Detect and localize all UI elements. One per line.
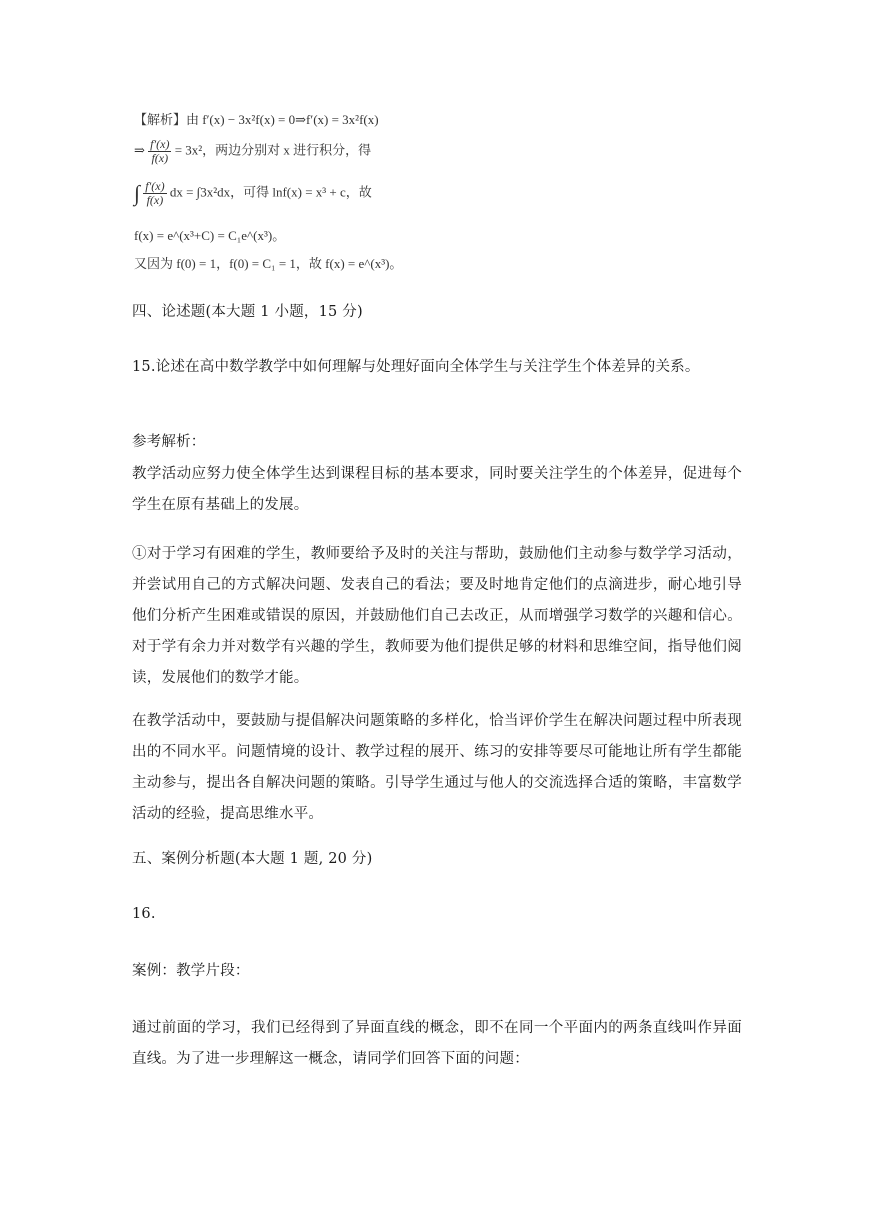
section-5-title: 五、案例分析题(本大题 1 题, 20 分) xyxy=(132,851,373,867)
fraction-denominator: f(x) xyxy=(146,193,164,208)
question-15: 15.论述在高中数学教学中如何理解与处理好面向全体学生与关注学生个体差异的关系。 xyxy=(132,359,700,375)
solution-line-5: 又因为 f(0) = 1，f(0) = C₁ = 1，故 f(x) = e^(x³)。 xyxy=(134,256,403,271)
solution-line-4: f(x) = e^(x³+C) = C₁e^(x³)。 xyxy=(134,228,286,243)
section-4-title: 四、论述题(本大题 1 小题，15 分) xyxy=(132,304,363,320)
solution-line-2 xyxy=(134,138,371,165)
question-16: 16. xyxy=(132,906,156,922)
solution-line-3 xyxy=(134,180,372,207)
case-paragraph: 通过前面的学习，我们已经得到了异面直线的概念，即不在同一个平面内的两条直线叫作异面直线。为了进一步理解这一概念，请同学们回答下面的问题： xyxy=(132,1020,742,1067)
solution-line-3-rest: dx = ∫3x²dx，可得 lnf(x) = x³ + c，故 xyxy=(169,184,372,200)
implies-symbol: ⇒ xyxy=(134,142,145,158)
fraction xyxy=(148,138,171,165)
fraction-numerator: f′(x) xyxy=(145,179,165,193)
reference-paragraph-2: ①对于学习有困难的学生，教师要给予及时的关注与帮助，鼓励他们主动参与数学学习活动，并尝试用自己的方式解决问题、发表自己的看法；要及时地肯定他们的点滴进步，耐心地引导他们分析产生困难或错误的原因，并鼓励他们自己去改正，从而增强学习数学的兴趣和信心。对于学有余力并对数学有兴趣的学生，教师要为他们提供足够的材料和思维空间，指导他们阅读，发展他们的数学才能。 xyxy=(132,546,742,686)
solution-line-2-rest: = 3x²，两边分别对 x 进行积分，得 xyxy=(174,142,372,158)
integral-sign: ∫ xyxy=(134,180,141,206)
case-label: 案例：教学片段： xyxy=(132,963,250,979)
fraction-numerator: f′(x) xyxy=(150,137,170,151)
fraction xyxy=(143,180,166,207)
solution-line-1: 【解析】由 f′(x) − 3x²f(x) = 0⇒f′(x) = 3x²f(x) xyxy=(134,112,379,127)
reference-paragraph-3: 在教学活动中，要鼓励与提倡解决问题策略的多样化，恰当评价学生在解决问题过程中所表现出的不同水平。问题情境的设计、教学过程的展开、练习的安排等要尽可能地让所有学生都能主动参与，提出各自解决问题的策略。引导学生通过与他人的交流选择合适的策略，丰富数学活动的经验，提高思维水平。 xyxy=(132,713,742,822)
reference-paragraph-1: 教学活动应努力使全体学生达到课程目标的基本要求，同时要关注学生的个体差异，促进每个学生在原有基础上的发展。 xyxy=(132,466,742,513)
fraction-denominator: f(x) xyxy=(151,151,169,166)
reference-label: 参考解析： xyxy=(132,434,206,450)
